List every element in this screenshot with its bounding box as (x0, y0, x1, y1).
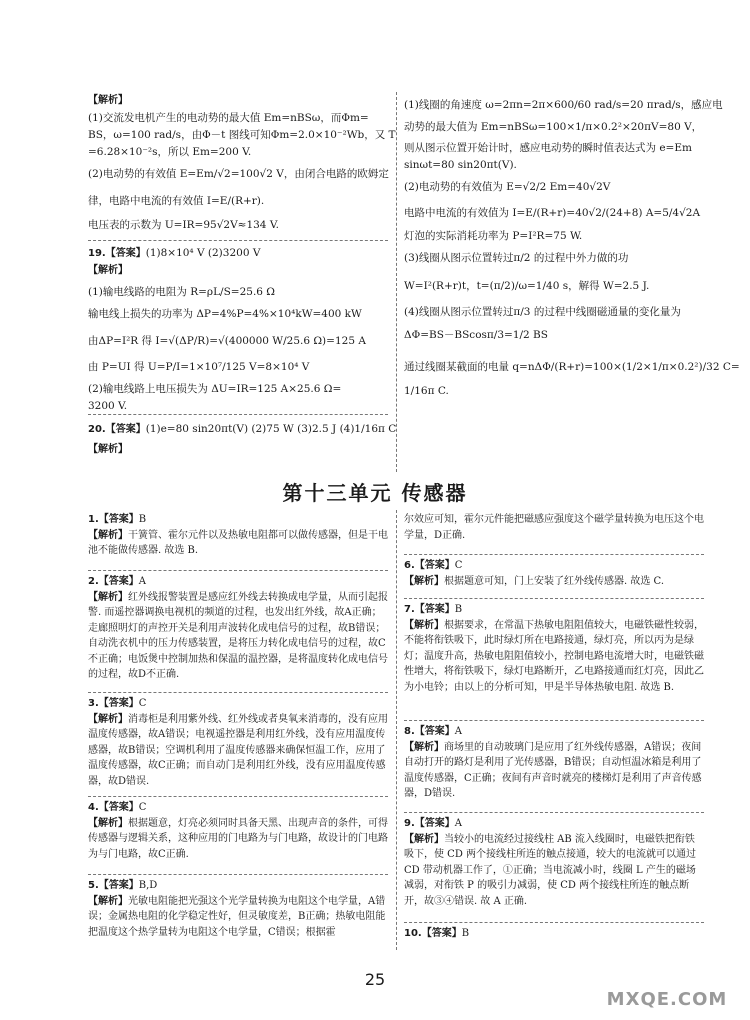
question-number: 7. (404, 604, 415, 615)
question-item (404, 512, 704, 543)
q19-block (88, 244, 388, 416)
text-line: 由ΔP=I²R 得 I=√(ΔP/R)=√(400000 W/25.6 Ω)=125 A (88, 334, 366, 347)
section-label: 【解析】 (88, 95, 128, 106)
answer-text: B (138, 514, 147, 525)
column-divider (396, 510, 397, 950)
divider (404, 598, 704, 599)
question-item (88, 800, 388, 862)
question-number: 9. (404, 818, 415, 829)
explanation-text: 干簧管、霍尔元件以及热敏电阻都可以做传感器，但是干电池不能做传感器. 故选 B. (88, 529, 388, 556)
question-number: 3. (88, 698, 99, 709)
top-right-column (404, 96, 740, 400)
text-line: sinωt=80 sin20πt(V). (404, 158, 517, 171)
answer-label: 【答案】 (414, 726, 455, 737)
watermark-logo: MXQE.COM (606, 989, 728, 1011)
divider (88, 240, 388, 241)
answer-text: B,D (138, 880, 158, 891)
explanation-text: 根据要求，在常温下热敏电阻阻值较大，电磁铁磁性较弱，不能将衔铁吸下，此时绿灯所在电路接通，绿灯亮，所以丙为是绿灯；温度升高，热敏电阻阻值较小，控制电路电流增大时，电磁铁磁性增大，将衔铁吸下，绿灯电路断开，乙电路接通而红灯亮，因此乙为小电铃；由以上的分析可知，甲是半导体热敏电阻. 故选 B. (404, 619, 704, 693)
question-number: 8. (404, 726, 415, 737)
section-label: 【解析】 (88, 443, 128, 455)
text-line: 电路中电流的有效值为 I=E/(R+r)=40√2/(24+8) A=5/4√2A (404, 207, 701, 220)
section-label: 【解析】 (88, 895, 128, 907)
text-line: BS，ω=100 rad/s，由Φ－t 图线可知Φm=2.0×10⁻²Wb，又 T (88, 128, 396, 141)
answer-text: B (461, 928, 470, 939)
divider (404, 922, 704, 923)
text-line: (2)电动势的有效值为 E=√2/2 Em=40√2V (404, 181, 611, 194)
answer-text: C (138, 802, 147, 813)
text-line: 通过线圈某截面的电量 q=nΔΦ/(R+r)=100×(1/2×1/π×0.2²)/32 C= (404, 360, 740, 373)
explanation-text: 当较小的电流经过接线柱 AB 流入线圈时，电磁铁把衔铁吸下，使 CD 两个接线柱所连的触点接通，较大的电流就可以通过 CD 带动机器工作了，①正确；当电流减小时，线圈 L 产生的磁场减弱，对衔铁 P 的吸引力减弱，使 CD 两个接线柱所连的触点断开，故③④错误. 故 A 正确. (404, 833, 697, 907)
top-left-column (88, 92, 396, 234)
question-item (404, 816, 704, 909)
section-label: 【解析】 (88, 529, 128, 541)
text-line: 输电线上损失的功率为 ΔP=4%P=4%×10⁴kW=400 kW (88, 308, 362, 321)
answer-text: A (454, 818, 462, 829)
question-item (404, 558, 704, 589)
text-line: W=I²(R+r)t，t=(π/2)/ω=1/40 s，解得 W=2.5 J. (404, 280, 650, 293)
explanation-text: 红外线报警装置是感应红外线去转换成电学量，从而引起报警. 而遥控器调换电视机的频道的过程，也发出红外线，故A正确；走廊照明灯的声控开关是利用声波转化成电信号的过程，故B错误；自动洗衣机中的压力传感装置，是将压力转化成电信号的过程，故C不正确；电饭煲中控制加热和保温的温控器，是将温度转化成电信号的过程，故D不正确. (88, 591, 388, 680)
answer-label: 【答案】 (414, 818, 455, 829)
text-line: 1/16π C. (404, 385, 449, 398)
question-item (404, 926, 704, 942)
divider (404, 720, 704, 721)
answer-label: 【答案】 (98, 698, 139, 709)
text-line: (4)线圈从图示位置转过π/3 的过程中线圈磁通量的变化量为 (404, 306, 681, 319)
column-divider (396, 92, 397, 472)
section-label: 【解析】 (404, 575, 444, 587)
divider (88, 796, 388, 797)
text-line: (2)电动势的有效值 E=Em/√2=100√2 V，由闭合电路的欧姆定 (88, 168, 389, 181)
text-line: 动势的最大值为 Em=nBSω=100×1/π×0.2²×20πV=80 V， (404, 121, 703, 134)
question-item (88, 574, 388, 683)
answer-text: A (138, 576, 146, 587)
section-label: 【解析】 (404, 741, 444, 753)
explanation-text: 商场里的自动玻璃门是应用了红外线传感器，A错误；夜间自动打开的路灯是利用了光传感器，B错误；自动恒温冰箱是利用了温度传感器，C正确；夜间有声音时就亮的楼梯灯是利用了声音传感器，D错误. (404, 741, 702, 799)
text-line: =6.28×10⁻²s，所以 Em=200 V. (88, 146, 252, 159)
answer-text: C (454, 560, 463, 571)
answer-label: 【答案】 (98, 576, 139, 587)
question-item (88, 512, 388, 559)
text-line: 律，电路中电流的有效值 I=E/(R+r). (88, 194, 265, 207)
divider (88, 414, 388, 415)
section-label: 【解析】 (88, 713, 128, 725)
divider (404, 554, 704, 555)
answer-label: 【答案】 (414, 604, 455, 615)
explanation-text: 光敏电阻能把光强这个光学量转换为电阻这个电学量，A错误；金属热电阻的化学稳定性好，但灵敏度差，B正确；热敏电阻能把温度这个热学量转为电阻这个电学量，C错误；根据霍 (88, 895, 386, 938)
text-line: (1)输电线路的电阻为 R=ρL/S=25.6 Ω (88, 286, 276, 298)
text-line: (1)线圈的角速度 ω=2πn=2π×600/60 rad/s=20 πrad/s，感应电 (404, 99, 723, 111)
text-line: 电压表的示数为 U=IR=95√2V≈134 V. (88, 218, 279, 231)
section-label: 【解析】 (404, 619, 444, 631)
answer-label: 【答案】 (421, 928, 462, 939)
answer-label: 【答案】 (98, 514, 139, 525)
answer-label: 【答案】 (414, 560, 455, 571)
question-item (404, 724, 704, 802)
explanation-text: 尔效应可知，霍尔元件能把磁感应强度这个磁学量转换为电压这个电学量，D正确. (404, 514, 704, 541)
answer-text: (1)e=80 sin20πt(V) (2)75 W (3)2.5 J (4)1/16π C (145, 423, 397, 435)
question-number: 2. (88, 576, 99, 587)
text-line: 由 P=UI 得 U=P/I=1×10⁷/125 V=8×10⁴ V (88, 360, 310, 373)
question-item (88, 696, 388, 789)
question-number: 1. (88, 514, 99, 525)
text-line: 3200 V. (88, 400, 128, 413)
unit-title: 第十三单元 传感器 (282, 481, 468, 505)
divider (404, 812, 704, 813)
section-label: 【解析】 (88, 264, 128, 276)
answer-text: B (454, 604, 463, 615)
text-line: (3)线圈从图示位置转过π/2 的过程中外力做的功 (404, 251, 629, 264)
page-number: 25 (364, 970, 386, 989)
answer-text: C (138, 698, 147, 709)
question-number: 10. (404, 928, 422, 939)
answer-text: (1)8×10⁴ V (2)3200 V (145, 247, 261, 259)
question-item (404, 602, 704, 695)
text-line: ΔΦ=BS－BScosπ/3=1/2 BS (404, 328, 548, 341)
explanation-text: 消毒柜是利用紫外线、红外线或者臭氧来消毒的，没有应用温度传感器，故A错误；电视遥控器是利用红外线，没有应用温度传感器，故B错误；空调机利用了温度传感器来确保恒温工作，应用了温度传感器，故C正确；而自动门是利用红外线，没有应用温度传感器，故D错误. (88, 713, 388, 787)
question-item (88, 878, 388, 940)
answer-text: A (454, 726, 462, 737)
section-label: 【解析】 (88, 591, 128, 603)
divider (88, 570, 388, 571)
text-line: 灯泡的实际消耗功率为 P=I²R=75 W. (404, 229, 583, 242)
question-number: 5. (88, 880, 99, 891)
question-number: 6. (404, 560, 415, 571)
question-number: 4. (88, 802, 99, 813)
divider (88, 692, 388, 693)
answer-label: 【答案】 (98, 802, 139, 813)
text-line: (1)交流发电机产生的电动势的最大值 Em=nBSω，而Φm= (88, 111, 369, 124)
section-label: 【解析】 (88, 817, 128, 829)
answer-label: 【答案】 (98, 880, 139, 891)
divider (88, 874, 388, 875)
text-line: (2)输电线路上电压损失为 ΔU=IR=125 A×25.6 Ω= (88, 383, 342, 396)
explanation-text: 根据题意，灯亮必须同时具备天黑、出现声音的条件，可得传感器与逻辑关系，这种应用的门电路为与门电路，故设计的门电路为与门电路，故C正确. (88, 817, 388, 860)
q20-block (88, 420, 397, 458)
answer-label: 20.【答案】 (88, 424, 146, 435)
answer-label: 19.【答案】 (88, 248, 146, 259)
section-label: 【解析】 (404, 833, 444, 845)
text-line: 则从图示位置开始计时，感应电动势的瞬时值表达式为 e=Em (404, 141, 692, 154)
explanation-text: 根据题意可知，门上安装了红外线传感器. 故选 C. (444, 575, 665, 587)
